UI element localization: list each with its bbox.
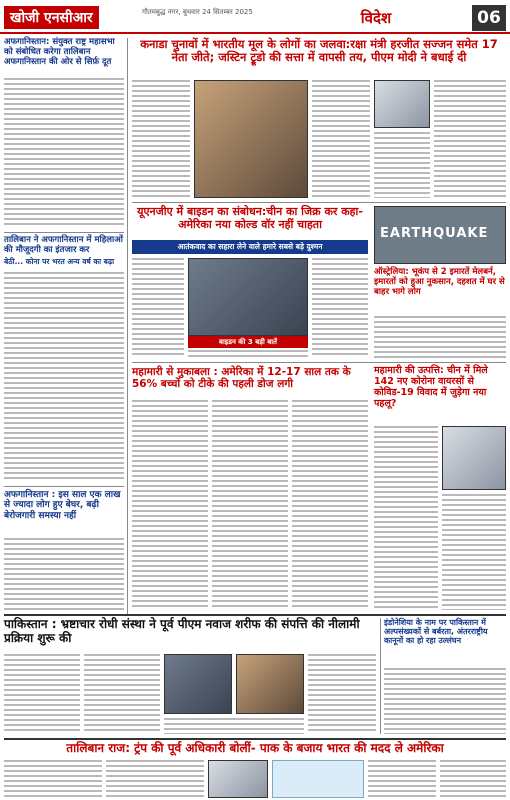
main-story-body	[434, 80, 506, 198]
left-story-3-headline: अफगानिस्तान : इस साल एक लाख से ज्यादा लोग हुए बेघर, बढ़ी बेरोजगारी समस्या नहीं	[4, 490, 121, 521]
bottom-story-body	[106, 760, 204, 798]
earthquake-label: EARTHQUAKE	[380, 226, 489, 241]
left-story-1-headline: अफगानिस्तान: संयुक्त राष्ट्र महासभा को संबोधित करेगा तालिबान अफगानिस्तान की ओर से सिर्फ़ दूत	[4, 37, 115, 67]
bottom-story-body	[368, 760, 436, 798]
pakistan-story-body	[84, 654, 160, 734]
origin-story-body	[442, 494, 506, 610]
main-story-photo	[194, 80, 308, 198]
covid-headline: महामारी से मुकाबला : अमेरिका में 12-17 साल तक के 56% बच्चों को टीके की पहली डोज लगी	[132, 366, 351, 391]
main-story-body	[312, 80, 370, 198]
left-story-2-body	[4, 272, 124, 482]
left-story-3-body	[4, 538, 124, 613]
photo-caption	[164, 718, 304, 734]
minority-story-body	[384, 668, 506, 734]
column-divider	[380, 618, 381, 734]
divider	[4, 486, 124, 487]
bottom-story-body	[4, 760, 102, 798]
covid-story-body	[292, 400, 368, 610]
covid-story-body	[212, 400, 288, 610]
main-story-body	[374, 132, 430, 198]
bottom-headline: तालिबान राज: ट्रंप की पूर्व अधिकारी बोलीं- पाक के बजाय भारत की मदद ले अमेरिका	[66, 741, 444, 755]
page-number: 06	[472, 5, 506, 31]
section-title: विदेश	[360, 9, 392, 27]
origin-story-body	[374, 426, 438, 610]
portrait-photo	[374, 80, 430, 128]
biden-story-body	[188, 350, 308, 358]
covid-story-body	[132, 400, 208, 610]
dateline: गौतमबुद्ध नगर, बुधवार 24 सितम्बर 2025	[142, 8, 253, 16]
bottom-story-body	[440, 760, 506, 798]
divider	[132, 202, 506, 203]
masthead: खोजी एनसीआर	[4, 6, 99, 29]
biden-subbar: आतंकवाद का सहारा लेने वाले हमारे सबसे बड़े दुश्मन	[132, 240, 368, 254]
quake-story-body	[374, 316, 506, 358]
pakistan-story-body	[4, 654, 80, 734]
official-photo	[208, 760, 268, 798]
main-headline: कनाडा चुनावों में भारतीय मूल के लोगों का जलवा:रक्षा मंत्री हरजीत सज्जन समेत 17 नेता जीते; जस्टिन ट्रूडो की सत्ता में वापसी तय, पीएम मोदी ने बधाई दी	[140, 37, 498, 65]
divider	[4, 232, 124, 233]
sharif-photo	[164, 654, 232, 714]
lab-photo	[442, 426, 506, 490]
biden-story-body	[132, 258, 184, 358]
minority-headline: इंडोनेशिया के नाम पर पाकिस्तान में अल्पसंख्यकों से बर्बरता, अंतरराष्ट्रीय कानूनों का हो रहा उल्लंघन	[384, 618, 488, 646]
pakistan-headline: पाकिस्तान : भ्रष्टाचार रोधी संस्था ने पूर्व पीएम नवाज शरीफ की संपत्ति की नीलामी प्रक्रिया शुरू की	[4, 617, 360, 645]
column-divider	[127, 38, 128, 614]
origin-headline: महामारी की उत्पत्ति: चीन में मिले 142 नए कोरोना वायरसों से कोविड-19 विवाद में जुड़ेगा नया पहलू?	[374, 365, 488, 409]
biden-photo	[188, 258, 308, 336]
biden-photo-label: बाइडन की 3 बड़ी बातें	[188, 336, 308, 348]
left-story-2-subhead: बेठी... कोना पर भरत अन्य वर्ष का बढ़ा	[4, 257, 115, 266]
quake-headline: ऑस्ट्रेलिया: भूकंप से 2 इमारतें मेलबर्न, इमारतों को हुआ नुकसान, दहशत में घर से बाहर भागे लोग	[374, 267, 505, 297]
divider	[4, 738, 506, 740]
divider	[132, 362, 506, 363]
biden-headline: यूएनजीए में बाइडन का संबोधन:चीन का जिक्र कर कहा- अमेरिका नया कोल्ड वॉर नहीं चाहता	[137, 205, 363, 231]
biden-story-body	[312, 258, 368, 358]
left-story-2-headline: तालिबान ने अफगानिस्तान में महिलाओं की मौजूदगी का इंतजार कर	[4, 235, 123, 255]
pakistan-photo	[236, 654, 304, 714]
pakistan-story-body	[308, 654, 376, 734]
left-story-1-body	[4, 78, 124, 228]
divider	[4, 614, 506, 616]
main-story-body	[132, 80, 190, 198]
pull-quote-box	[272, 760, 364, 798]
